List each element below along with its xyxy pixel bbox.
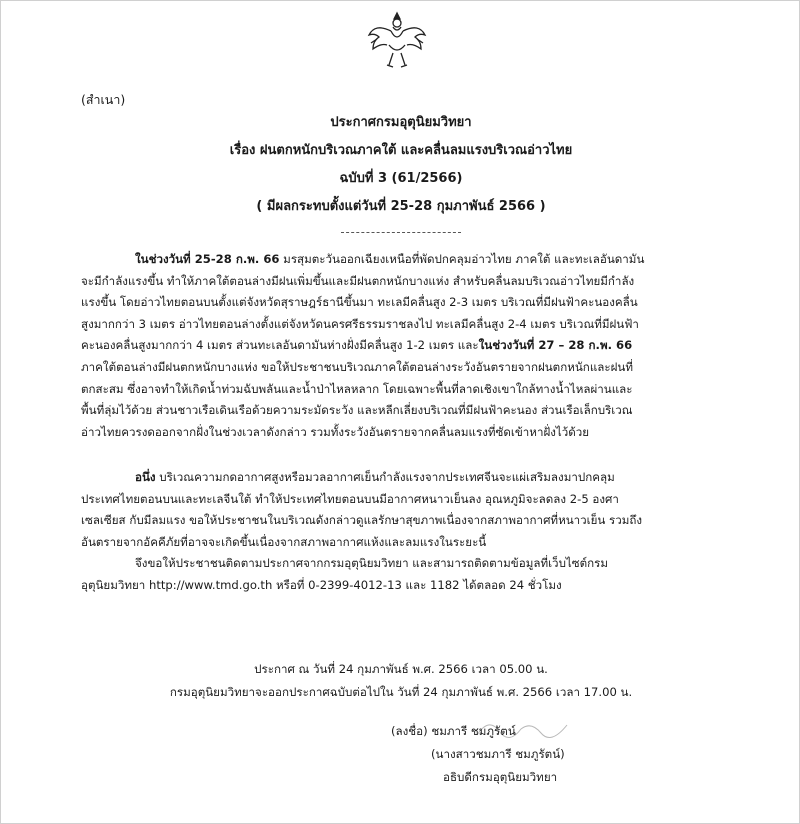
signer-name: (นางสาวชมภารี ชมภูรัตน์) (431, 747, 565, 761)
announced-date: ประกาศ ณ วันที่ 24 กุมภาพันธ์ พ.ศ. 2566 เวลา 05.00 น. (254, 662, 548, 676)
announcement-issue: ฉบับที่ 3 (61/2566) (339, 171, 463, 186)
paragraph-line: ภาคใต้ตอนล่างมีฝนตกหนักบางแห่ง ขอให้ประชาชนบริเวณภาคใต้ตอนล่างระวังอันตรายจากฝนตกหนักและฝนที่ (81, 359, 633, 374)
paragraph-line: อันตรายจากอัคคีภัยที่อาจจะเกิดขึ้นเนื่องจากสภาพอากาศแห้งและลมแรงในระยะนี้ (81, 534, 487, 549)
paragraph-line (81, 467, 721, 489)
paragraph-line: ตกสะสม ซึ่งอาจทำให้เกิดน้ำท่วมฉับพลันและน้ำป่าไหลหลาก โดยเฉพาะพื้นที่ลาดเชิงเขาใกล้ทางน้ำไหลผ่านและ (81, 381, 633, 396)
signed-line: (ลงชื่อ) ชมภารี ชมภูรัตน์ (391, 724, 516, 738)
next-issue-notice: กรมอุตุนิยมวิทยาจะออกประกาศฉบับต่อไปใน วันที่ 24 กุมภาพันธ์ พ.ศ. 2566 เวลา 17.00 น. (169, 685, 633, 699)
copy-label: (สำเนา) (81, 92, 126, 107)
line-text: คะนองคลื่นสูงมากกว่า 4 เมตร ส่วนทะเลอันดามันห่างฝั่งมีคลื่นสูง 1-2 เมตร และ (81, 338, 479, 353)
bold-lead: อนึ่ง (135, 470, 156, 484)
paragraph-cold-air (81, 467, 721, 553)
signer-title: อธิบดีกรมอุตุนิยมวิทยา (443, 770, 558, 784)
paragraph-line: อุตุนิยมวิทยา http://www.tmd.go.th หรือที่ 0-2399-4012-13 และ 1182 ได้ตลอด 24 ชั่วโมง (81, 577, 562, 592)
paragraph-line: พื้นที่ลุ่มไว้ด้วย ส่วนชาวเรือเดินเรือด้วยความระมัดระวัง และหลีกเลี่ยงบริเวณที่มีฝนฟ้าคะนอง ส่วนเรือเล็กบริเวณ (81, 403, 633, 418)
paragraph-line (81, 335, 721, 357)
announcement-subject: เรื่อง ฝนตกหนักบริเวณภาคใต้ และคลื่นลมแรงบริเวณอ่าวไทย (229, 143, 573, 158)
line-text: มรสุมตะวันออกเฉียงเหนือที่พัดปกคลุมอ่าวไทย ภาคใต้ และทะเลอันดามัน (279, 252, 645, 266)
bold-tail: ในช่วงวันที่ 27 – 28 ก.พ. 66 (478, 338, 633, 353)
paragraph-contact (81, 553, 721, 596)
paragraph-line: เซลเซียส กับมีลมแรง ขอให้ประชาชนในบริเวณดังกล่าวดูแลรักษาสุขภาพเนื่องจากสภาพอากาศที่หนาวเย็น รวมถึง (81, 513, 643, 528)
paragraph-line: แรงขึ้น โดยอ่าวไทยตอนบนตั้งแต่จังหวัดสุราษฎร์ธานีขึ้นมา ทะเลมีคลื่นสูง 2-3 เมตร บริเวณที่มีฝนฟ้าคะนองคลื่น (81, 295, 638, 310)
garuda-emblem-icon (365, 9, 429, 71)
bold-lead: ในช่วงวันที่ 25-28 ก.พ. 66 (135, 252, 280, 266)
paragraph-line (81, 249, 721, 271)
paragraph-line: ประเทศไทยตอนบนและทะเลจีนใต้ ทำให้ประเทศไทยตอนบนมีอากาศหนาวเย็นลง อุณหภูมิจะลดลง 2-5 องศา (81, 491, 619, 506)
announcement-title: ประกาศกรมอุตุนิยมวิทยา (330, 115, 472, 130)
paragraph-line: จึงขอให้ประชาชนติดตามประกาศจากกรมอุตุนิยมวิทยา และสามารถติดตามข้อมูลที่เว็บไซต์กรม (135, 556, 609, 570)
paragraph-forecast (81, 249, 721, 443)
paragraph-line: สูงมากกว่า 3 เมตร อ่าวไทยตอนล่างตั้งแต่จังหวัดนครศรีธรรมราชลงไป ทะเลมีคลื่นสูง 2-4 เมตร บริเวณที่มีฝนฟ้า (81, 316, 639, 331)
paragraph-line: จะมีกำลังแรงขึ้น ทำให้ภาคใต้ตอนล่างมีฝนเพิ่มขึ้นและมีฝนตกหนักบางแห่ง สำหรับคลื่นลมบริเวณอ่าวไทยมีกำลัง (81, 273, 635, 288)
title-divider (341, 232, 461, 233)
paragraph-line: อ่าวไทยควรงดออกจากฝั่งในช่วงเวลาดังกล่าว รวมทั้งระวังอันตรายจากคลื่นลมแรงที่ซัดเข้าหาฝั่งไว้ด้วย (81, 424, 590, 439)
announcement-effective-dates: ( มีผลกระทบตั้งแต่วันที่ 25-28 กุมภาพันธ์ 2566 ) (256, 199, 546, 214)
line-text: บริเวณความกดอากาศสูงหรือมวลอากาศเย็นกำลังแรงจากประเทศจีนจะแผ่เสริมลงมาปกคลุม (155, 470, 615, 484)
